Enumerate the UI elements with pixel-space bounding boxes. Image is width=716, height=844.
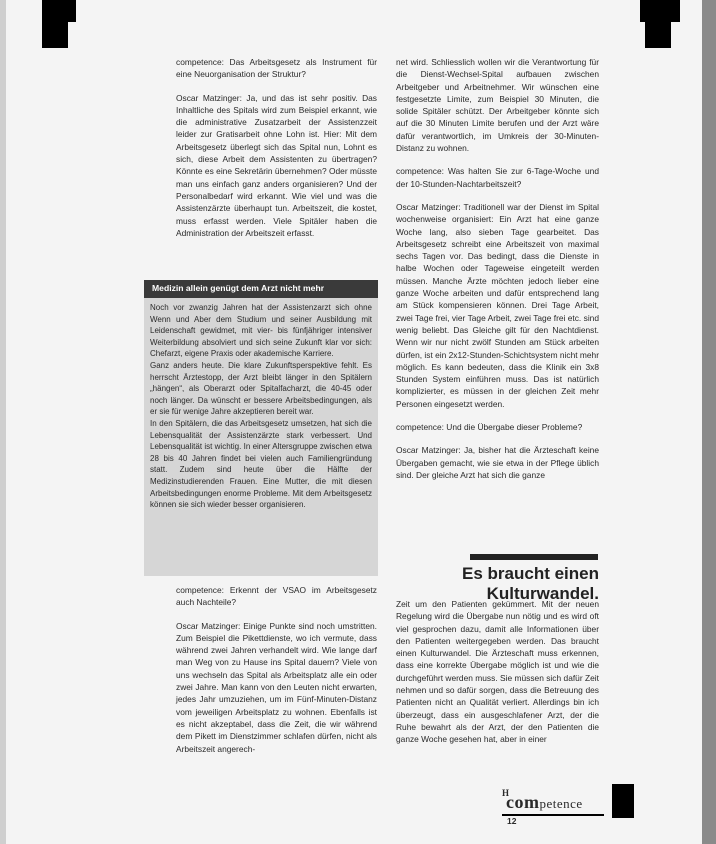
sidebar-paragraph: Noch vor zwanzig Jahren hat der Assistenzarzt sich ohne Wenn und Aber dem Studium und seiner Ausbildung mit Leidenschaft gewidmet, mit vier- bis fünfjähriger intensiver Weiterbildung absolviert und sich seine Zukunft klar vor sich: Chefarzt, eigene Praxis oder akademische Karriere. xyxy=(150,303,372,359)
question-paragraph: competence: Was halten Sie zur 6-Tage-Woche und der 10-Stunden-Nachtarbeitszeit? xyxy=(396,166,599,189)
sidebar-text xyxy=(150,302,372,511)
sidebar-paragraph: In den Spitälern, die das Arbeitsgesetz umsetzen, hat sich die Lebensqualität der Assistenzärzte stark verbessert. Und Lebensqualität ist wichtig. In einer Altersgruppe zwischen etwa 28 bis 40 Jahren findet bei vielen auch Familiengründung statt. Zudem sind heute über die Hälfte der Medizinstudierenden Frauen. Eine Mutter, die mit diesen Arbeitsbedingungen enorme Probleme. Mit dem Arbeitsgesetz können sie sich wieder besser organisieren. xyxy=(150,418,372,510)
logo-black-block xyxy=(612,784,634,818)
left-column-top xyxy=(176,56,377,250)
corner-mark-left xyxy=(42,22,68,48)
right-column-bottom xyxy=(396,598,599,757)
question-paragraph: competence: Erkennt der VSAO im Arbeitsgesetz auch Nachteile? xyxy=(176,585,377,608)
right-column xyxy=(396,56,599,492)
left-column-bottom xyxy=(176,584,377,766)
page-number: 12 xyxy=(507,816,517,826)
page-edge-left xyxy=(0,0,6,844)
sidebar-title: Medizin allein genügt dem Arzt nicht mehr xyxy=(152,283,325,293)
competence-logo xyxy=(502,788,604,818)
corner-mark-top-right xyxy=(640,0,680,22)
corner-mark-right xyxy=(645,22,671,48)
logo-word-rest: petence xyxy=(539,796,583,811)
logo-word-bold: com xyxy=(506,792,540,812)
logo-word xyxy=(506,792,583,813)
question-paragraph: competence: Und die Übergabe dieser Probleme? xyxy=(396,422,583,433)
question-paragraph: competence: Das Arbeitsgesetz als Instrument für eine Neuorganisation der Struktur? xyxy=(176,57,377,80)
sidebar-box xyxy=(144,280,378,576)
logo-underline xyxy=(502,814,604,816)
page-edge-right xyxy=(702,0,716,844)
answer-paragraph: Oscar Matzinger: Ja, bisher hat die Ärzteschaft keine Übergaben gemacht, wie sie etwa in der Pflege üblich sind. Der gleiche Arzt hat sich die ganze xyxy=(396,445,599,480)
pull-quote-headline: Es braucht einen Kulturwandel. xyxy=(462,564,599,603)
headline-rule xyxy=(470,554,598,560)
sidebar-title-bar xyxy=(144,280,378,298)
answer-paragraph: Zeit um den Patienten gekümmert. Mit der neuen Regelung wird die Übergabe nun nötig und es wird oft viel gesprochen dazu, damit alle Informationen über den Patienten weitergegeben werden. Das braucht einen Kulturwandel. Die Ärzteschaft muss erkennen, dass eine korrekte Übergabe möglich ist und wie die durchgeführt werden muss. Sie müssen sich dafür Zeit nehmen und so dafür sorgen, dass die Betreuung des Patienten nicht an Qualität verliert. Allerdings bin ich überzeugt, dass ein ausgeschlafener Arzt, der die Ruhe bewahrt als der Arzt, der den Patienten die ganze Woche gesehen hat, aber in einer xyxy=(396,599,599,745)
answer-paragraph: Oscar Matzinger: Ja, und das ist sehr positiv. Das Inhaltliche des Spitals wird zum Beispiel erkannt, wie die administrative Zusatzarbeit der Assistenzzeit leider zur Gratisarbeit ohne Lohn ist. Hier: Mit dem Arbeitsgesetz überlegt sich das Spital nun, Lohnt es sich, diese Arbeit dem Assistenten zu übertragen? Könnte es eine Sekretärin übernehmen? Oder müsste man uns einfach ganz anders organisieren? Und der Personalbedarf wird erkannt. Wie viel und was die Assistenzärzte überhaupt tun. Arbeitszeit, die kostet, muss erfasst werden. Viele Spitäler haben die Administration der Arbeitszeit erfasst. xyxy=(176,92,377,238)
answer-paragraph: Oscar Matzinger: Einige Punkte sind noch umstritten. Zum Beispiel die Pikettdienste, wo ich vermute, dass während zwei Jahren verhandelt wird. Wie lange darf man Weg von zu Hause ins Spital dauern? Viele von uns wechseln das Spital als Arbeitsplatz alle ein oder zwei Jahre. Man kann von den Leuten nicht erwarten, jedes Jahr umzuziehen, um im Fünf-Minuten-Distanz vom jeweiligen Arbeitsplatz zu wohnen. Ebenfalls ist es nicht akzeptabel, dass die Zeit, die wir während dem Pikett im Dienstzimmer schlafen dürfen, nicht als Arbeitszeit angerech- xyxy=(176,620,377,754)
sidebar-paragraph: Ganz anders heute. Die klare Zukunftsperspektive fehlt. Es herrscht Ärztestopp, der Arzt bleibt länger in den Spitälern „hängen“, als Oberarzt oder Spitalfacharzt, die 40-45 oder noch länger. Da wünscht er bessere Arbeitsbedingungen, als er sie für wenige Jahre akzeptieren bereit war. xyxy=(150,360,372,417)
answer-paragraph: net wird. Schliesslich wollen wir die Verantwortung für die Dienst-Wechsel-Spital aufbauen zwischen Arbeitgeber und Arbeitnehmer. Wir wünschen eine festgesetzte Limite, zum Beispiel 30 Minuten, die solide Spitäler schützt. Der Arbeitgeber könnte sich auf die 30 Minuten Limite berufen und der Arzt wäre dafür verantwortlich, im Umkreis der 30-Minuten-Distanz zu wohnen. xyxy=(396,57,599,154)
corner-mark-top-left xyxy=(42,0,76,22)
answer-paragraph: Oscar Matzinger: Traditionell war der Dienst im Spital wochenweise organisiert: Ein Arzt hat eine ganze Woche lang, also sieben Tage gearbeitet. Das Arbeitsgesetz schreibt eine Arbeitszeit von maximal sechs Tagen vor. Das bedingt, dass die Dienste in halbe Wochen oder Tageweise eingeteilt werden müssen. Manche Ärzte möchten jedoch lieber eine ganze Woche arbeiten und dafür entsprechend lang am Stück kompensieren können. Drei Tage Arbeit, zwei Tage frei, vier Tage Arbeit, zwei Tage frei etc. sind wenig beliebt. Das Gleiche gilt für den Nachtdienst. Wenn wir nur nicht zwölf Stunden am Stück arbeiten dürfen, ist ein 2x12-Stunden-Schichtsystem nicht mehr möglich. Es kann bedeuten, dass die Klinik ein 3x8 Stunden System einführen muss. Das ist natürlich komplizierter, es müssen in der gleichen Zeit mehr Personen eingesetzt werden. xyxy=(396,201,599,409)
logo-superscript: H xyxy=(502,788,510,798)
